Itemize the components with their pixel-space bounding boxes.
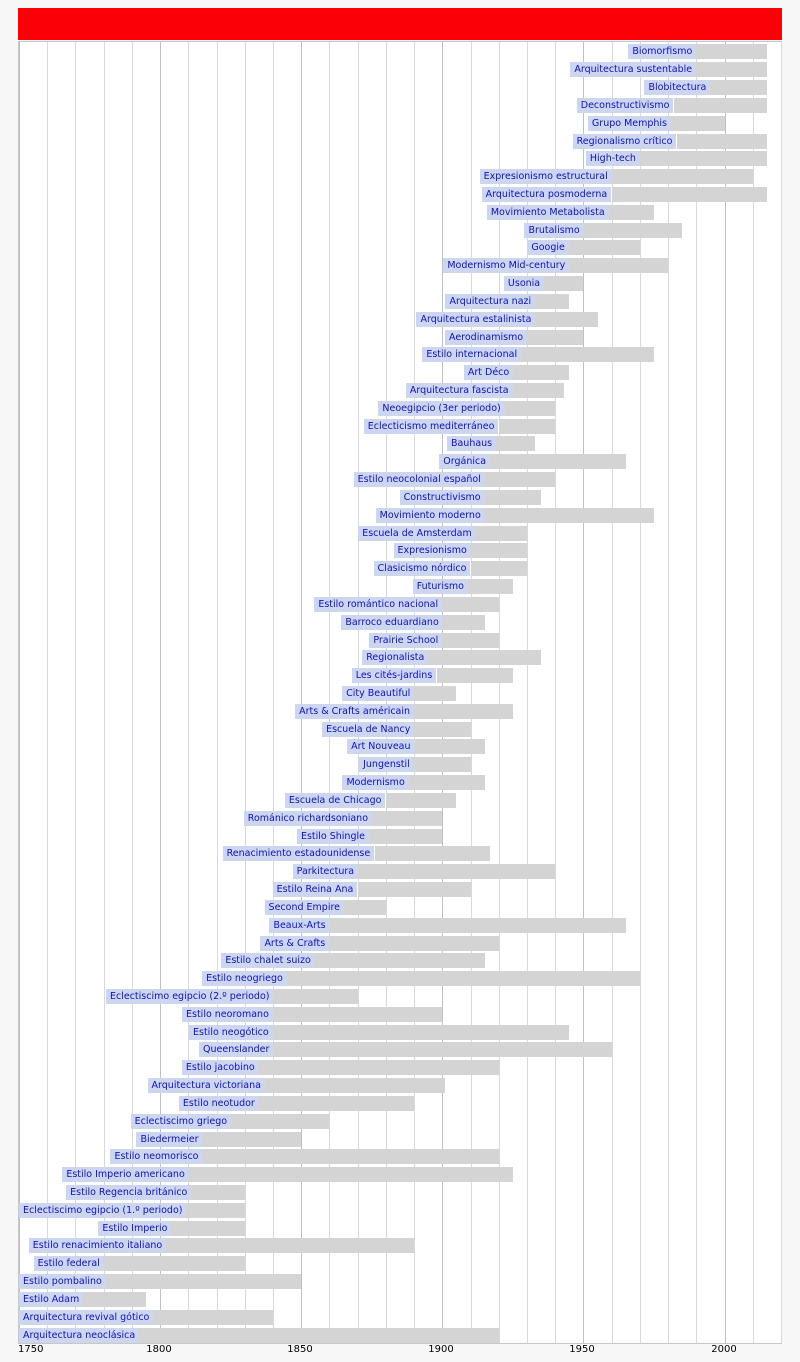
x-axis: [18, 1344, 782, 1362]
timeline-bar: [710, 80, 766, 95]
timeline-bar: [329, 918, 625, 933]
timeline-bar-label: Estilo Imperio: [98, 1221, 171, 1236]
timeline-bar-label: Movimiento moderno: [376, 508, 485, 523]
timeline-bar: [544, 276, 584, 291]
timeline-bar-label: Románico richardsoniano: [244, 811, 372, 826]
timeline-bar-label: Regionalista: [362, 650, 428, 665]
timeline-bar-label: Escuela de Chicago: [285, 793, 386, 808]
timeline-bar: [485, 508, 654, 523]
timeline-bar: [696, 44, 767, 59]
timeline-bar: [329, 936, 498, 951]
timeline-bar: [471, 543, 527, 558]
timeline-bar: [358, 864, 556, 879]
timeline-bar-label: Beaux-Arts: [269, 918, 329, 933]
timeline-bar-label: Brutalismo: [524, 223, 583, 238]
timeline-bar-label: Estilo Regencia británico: [66, 1185, 191, 1200]
timeline-bar: [273, 1025, 569, 1040]
timeline-bar-label: Expresionismo estructural: [480, 169, 612, 184]
timeline-bar: [372, 811, 443, 826]
timeline-bar-label: Arquitectura fascista: [406, 383, 513, 398]
timeline-bar-label: Biomorfismo: [628, 44, 696, 59]
timeline-bar: [408, 775, 484, 790]
timeline-bar: [535, 312, 597, 327]
x-axis-tick-label: 1800: [146, 1344, 172, 1355]
timeline-bar-label: Aerodinamismo: [445, 330, 527, 345]
timeline-bar-label: Estilo neotudor: [179, 1096, 259, 1111]
timeline-bar-label: Movimiento Metabolista: [487, 205, 609, 220]
x-axis-tick-label: 2000: [711, 1344, 737, 1355]
timeline-bar: [104, 1256, 245, 1271]
timeline-bar-label: Jungenstil: [359, 757, 414, 772]
timeline-bar: [504, 401, 555, 416]
timeline-plot-area: [18, 41, 782, 1344]
timeline-bar: [490, 454, 625, 469]
timeline-bar: [674, 98, 767, 113]
timeline-bar: [375, 846, 491, 861]
timeline-bar-label: Arquitectura victoriana: [148, 1078, 265, 1093]
timeline-bar: [166, 1238, 414, 1253]
timeline-bar: [287, 971, 640, 986]
timeline-bar-label: Estilo Imperio americano: [62, 1167, 188, 1182]
timeline-bar-label: Estilo internacional: [422, 347, 521, 362]
timeline-bar: [513, 383, 564, 398]
timeline-bar: [471, 561, 527, 576]
timeline-bar-label: Orgánica: [439, 454, 490, 469]
timeline-bar-label: Estilo renacimiento italiano: [29, 1238, 166, 1253]
x-axis-tick-label: 1850: [287, 1344, 313, 1355]
timeline-bar-label: Constructivismo: [400, 490, 485, 505]
timeline-bar-label: City Beautiful: [342, 686, 414, 701]
timeline-bar-label: Parkitectura: [293, 864, 358, 879]
timeline-bar-label: Eclectiscimo egipcio (2.º periodo): [106, 989, 273, 1004]
timeline-bar-label: Estilo Reina Ana: [273, 882, 358, 897]
timeline-bar-label: Arts & Crafts américain: [295, 704, 414, 719]
timeline-bar: [202, 1149, 498, 1164]
timeline-bars: [19, 42, 781, 1343]
timeline-bar-label: Googie: [527, 240, 569, 255]
timeline-bar-label: Arquitectura revival gótico: [19, 1310, 153, 1325]
timeline-bar: [468, 579, 513, 594]
timeline-bar: [569, 258, 668, 273]
timeline-bar-label: Neoegipcio (3er periodo): [378, 401, 504, 416]
timeline-bar-label: Estilo romántico nacional: [314, 597, 442, 612]
x-axis-tick-label: 1950: [569, 1344, 595, 1355]
timeline-bar: [358, 882, 471, 897]
timeline-bar-label: Biedermeier: [136, 1132, 202, 1147]
timeline-bar: [442, 615, 484, 630]
timeline-bar-label: Futurismo: [413, 579, 468, 594]
timeline-bar: [273, 1042, 612, 1057]
timeline-bar: [386, 793, 457, 808]
timeline-bar: [188, 1167, 513, 1182]
x-axis-tick-label: 1900: [428, 1344, 454, 1355]
timeline-bar: [485, 472, 556, 487]
timeline-bar-label: Eclectiscimo griego: [131, 1114, 231, 1129]
timeline-bar: [677, 134, 767, 149]
timeline-bar: [191, 1185, 245, 1200]
timeline-bar: [414, 757, 470, 772]
timeline-bar-label: Arquitectura posmoderna: [482, 187, 612, 202]
timeline-bar: [344, 900, 386, 915]
timeline-bar: [513, 365, 569, 380]
timeline-bar-label: Arquitectura neoclásica: [19, 1328, 139, 1343]
timeline-bar-label: Eclecticismo mediterráneo: [364, 419, 499, 434]
timeline-bar-label: Clasicismo nórdico: [374, 561, 471, 576]
timeline-bar-label: Modernismo: [342, 775, 408, 790]
timeline-bar-label: Arts & Crafts: [260, 936, 329, 951]
timeline-bar-label: Estilo neomorisco: [110, 1149, 202, 1164]
timeline-bar-label: Usonia: [504, 276, 544, 291]
timeline-bar: [442, 633, 498, 648]
timeline-bar: [414, 739, 485, 754]
timeline-bar-label: Estilo federal: [34, 1256, 104, 1271]
timeline-bar-label: Grupo Memphis: [588, 116, 671, 131]
timeline-bar-label: Estilo neocolonial español: [354, 472, 485, 487]
timeline-bar: [583, 223, 682, 238]
timeline-bar-label: Estilo pombalino: [19, 1274, 106, 1289]
timeline-bar: [535, 294, 569, 309]
timeline-bar-label: Arquitectura estalinista: [416, 312, 535, 327]
gridline: [781, 42, 782, 1343]
timeline-bar-label: Escuela de Amsterdam: [358, 526, 476, 541]
timeline-bar-label: Queenslander: [199, 1042, 273, 1057]
timeline-bar-label: Estilo neogótico: [189, 1025, 273, 1040]
timeline-bar-label: Art Déco: [464, 365, 513, 380]
timeline-bar-label: Escuela de Nancy: [322, 722, 414, 737]
header-banner: [18, 8, 782, 40]
timeline-bar: [527, 330, 583, 345]
timeline-bar-label: Modernismo Mid-century: [443, 258, 569, 273]
timeline-bar-label: Expresionismo: [394, 543, 471, 558]
x-axis-tick-label: 1750: [18, 1344, 44, 1355]
timeline-bar-label: Estilo Shingle: [297, 829, 369, 844]
timeline-bar-label: Estilo jacobino: [182, 1060, 259, 1075]
timeline-bar-label: Estilo neoromano: [182, 1007, 273, 1022]
timeline-bar: [476, 526, 527, 541]
timeline-bar: [496, 436, 536, 451]
timeline-bar: [612, 187, 767, 202]
timeline-bar: [521, 347, 654, 362]
timeline-bar-label: Eclectiscimo egipcio (1.º periodo): [19, 1203, 186, 1218]
timeline-bar-label: Estilo Adam: [19, 1292, 83, 1307]
timeline-bar-label: Renacimiento estadounidense: [223, 846, 375, 861]
timeline-bar: [171, 1221, 244, 1236]
timeline-bar: [499, 419, 555, 434]
timeline-bar-label: Les cités-jardins: [352, 668, 437, 683]
timeline-bar: [442, 597, 498, 612]
timeline-bar: [414, 704, 513, 719]
timeline-bar: [273, 989, 358, 1004]
timeline-bar: [315, 953, 484, 968]
timeline-bar: [369, 829, 442, 844]
timeline-bar-label: Estilo chalet suizo: [221, 953, 315, 968]
timeline-bar: [437, 668, 513, 683]
timeline-bar: [259, 1060, 499, 1075]
timeline-bar: [186, 1203, 245, 1218]
timeline-bar: [414, 686, 456, 701]
timeline-bar-label: Blobitectura: [644, 80, 710, 95]
timeline-bar: [612, 169, 753, 184]
timeline-bar-label: Art Nouveau: [347, 739, 414, 754]
timeline-bar-label: Deconstructivismo: [577, 98, 674, 113]
timeline-bar: [259, 1096, 414, 1111]
timeline-bar-label: Barroco eduardiano: [341, 615, 442, 630]
timeline-bar: [231, 1114, 330, 1129]
timeline-bar: [202, 1132, 301, 1147]
timeline-bar-label: Arquitectura sustentable: [570, 62, 696, 77]
timeline-bar-label: High-tech: [586, 151, 640, 166]
timeline-bar-label: Arquitectura nazi: [445, 294, 535, 309]
timeline-bar-label: Bauhaus: [447, 436, 496, 451]
timeline-bar: [671, 116, 725, 131]
timeline-bar-label: Regionalismo crítico: [573, 134, 677, 149]
timeline-bar: [640, 151, 767, 166]
timeline-bar: [273, 1007, 442, 1022]
timeline-bar-label: Second Empire: [265, 900, 344, 915]
timeline-bar: [696, 62, 767, 77]
timeline-bar: [609, 205, 654, 220]
timeline-bar-label: Prairie School: [369, 633, 442, 648]
timeline-bar: [265, 1078, 446, 1093]
timeline-bar-label: Estilo neogriego: [202, 971, 287, 986]
timeline-bar: [428, 650, 541, 665]
timeline-bar: [485, 490, 541, 505]
timeline-bar: [569, 240, 640, 255]
timeline-bar: [414, 722, 470, 737]
